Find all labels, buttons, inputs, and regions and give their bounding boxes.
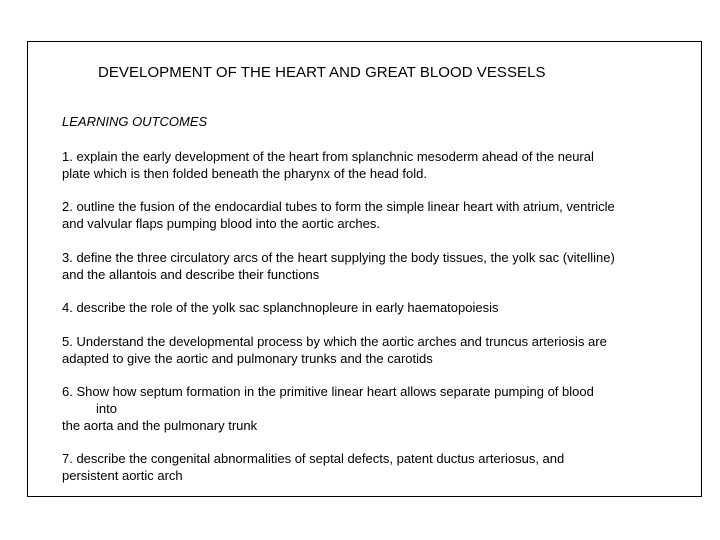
outcome-line: 5. Understand the developmental process by which the aortic arches and truncus arteriosis are <box>62 334 607 349</box>
learning-outcome-3 <box>62 249 682 283</box>
learning-outcome-4 <box>62 299 682 316</box>
outcome-line: 4. describe the role of the yolk sac splanchnopleure in early haematopoiesis <box>62 300 499 315</box>
outcome-line: the aorta and the pulmonary trunk <box>62 418 258 433</box>
outcome-line: plate which is then folded beneath the pharynx of the head fold. <box>62 166 427 181</box>
learning-outcome-5 <box>62 333 682 367</box>
outcome-line: 3. define the three circulatory arcs of the heart supplying the body tissues, the yolk sac (vitelline) <box>62 250 615 265</box>
page-title: DEVELOPMENT OF THE HEART AND GREAT BLOOD VESSELS <box>98 64 546 81</box>
learning-outcome-2 <box>62 198 682 232</box>
outcome-line: and the allantois and describe their functions <box>62 267 320 282</box>
outcome-line: 7. describe the congenital abnormalities of septal defects, patent ductus arteriosus, and <box>62 451 565 466</box>
learning-outcome-7 <box>62 450 682 484</box>
outcome-line: and valvular flaps pumping blood into the aortic arches. <box>62 216 380 231</box>
outcome-line: 6. Show how septum formation in the primitive linear heart allows separate pumping of blood <box>62 384 594 399</box>
learning-outcome-1 <box>62 148 682 182</box>
section-heading: LEARNING OUTCOMES <box>62 114 208 129</box>
outcome-line: 2. outline the fusion of the endocardial tubes to form the simple linear heart with atrium, ventricle <box>62 199 615 214</box>
outcome-line: persistent aortic arch <box>62 468 183 483</box>
learning-outcome-6 <box>62 383 682 434</box>
outcome-line: adapted to give the aortic and pulmonary trunks and the carotids <box>62 351 433 366</box>
outcome-line: 1. explain the early development of the heart from splanchnic mesoderm ahead of the neural <box>62 149 594 164</box>
outcome-line: into <box>96 401 117 416</box>
